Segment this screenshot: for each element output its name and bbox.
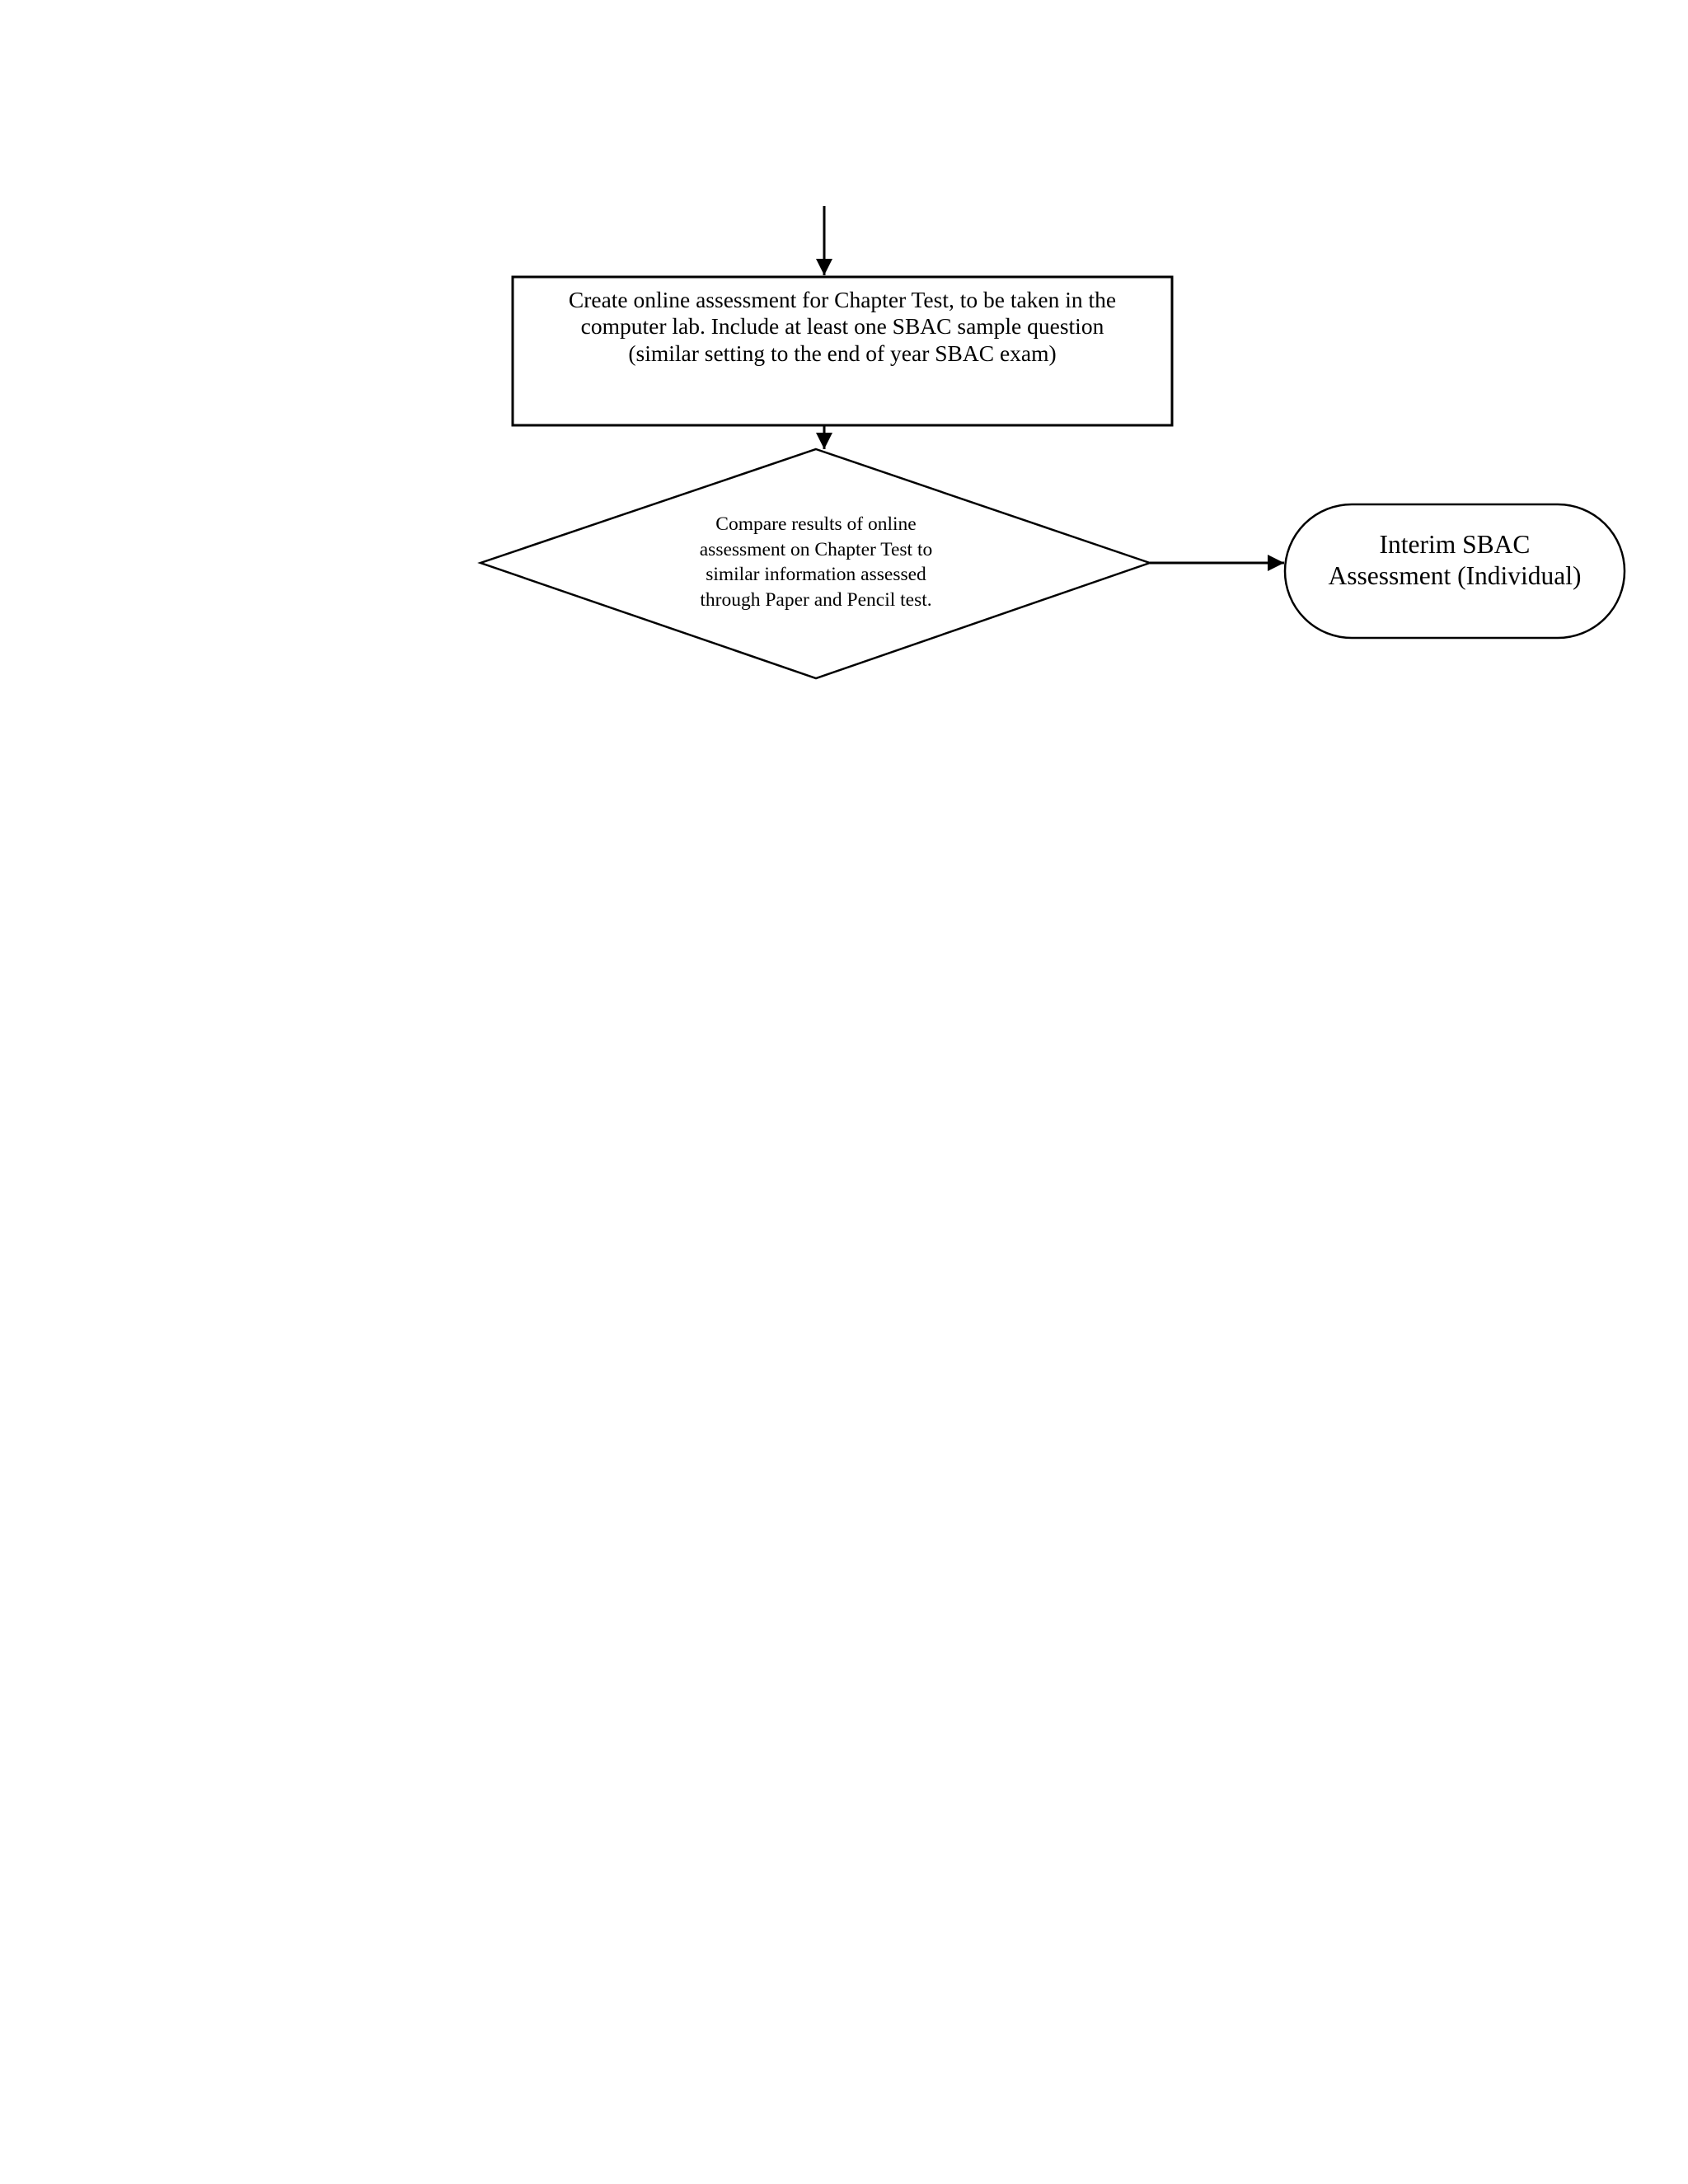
decision-text [626, 512, 1006, 612]
decision-line: through Paper and Pencil test. [700, 588, 932, 611]
terminal-line: Interim SBAC [1379, 530, 1531, 559]
process-box-line: computer lab. Include at least one SBAC sample question [580, 313, 1104, 340]
decision-line: assessment on Chapter Test to [699, 538, 933, 560]
process-box-line: (similar setting to the end of year SBAC exam) [628, 340, 1057, 366]
terminal-line: Assessment (Individual) [1328, 560, 1582, 590]
terminal-text [1286, 529, 1624, 592]
decision-line: similar information assessed [706, 564, 926, 586]
process-box-line: Create online assessment for Chapter Test, to be taken in the [568, 287, 1117, 312]
decision-line: Compare results of online [715, 513, 917, 535]
process-box-text [515, 287, 1170, 367]
